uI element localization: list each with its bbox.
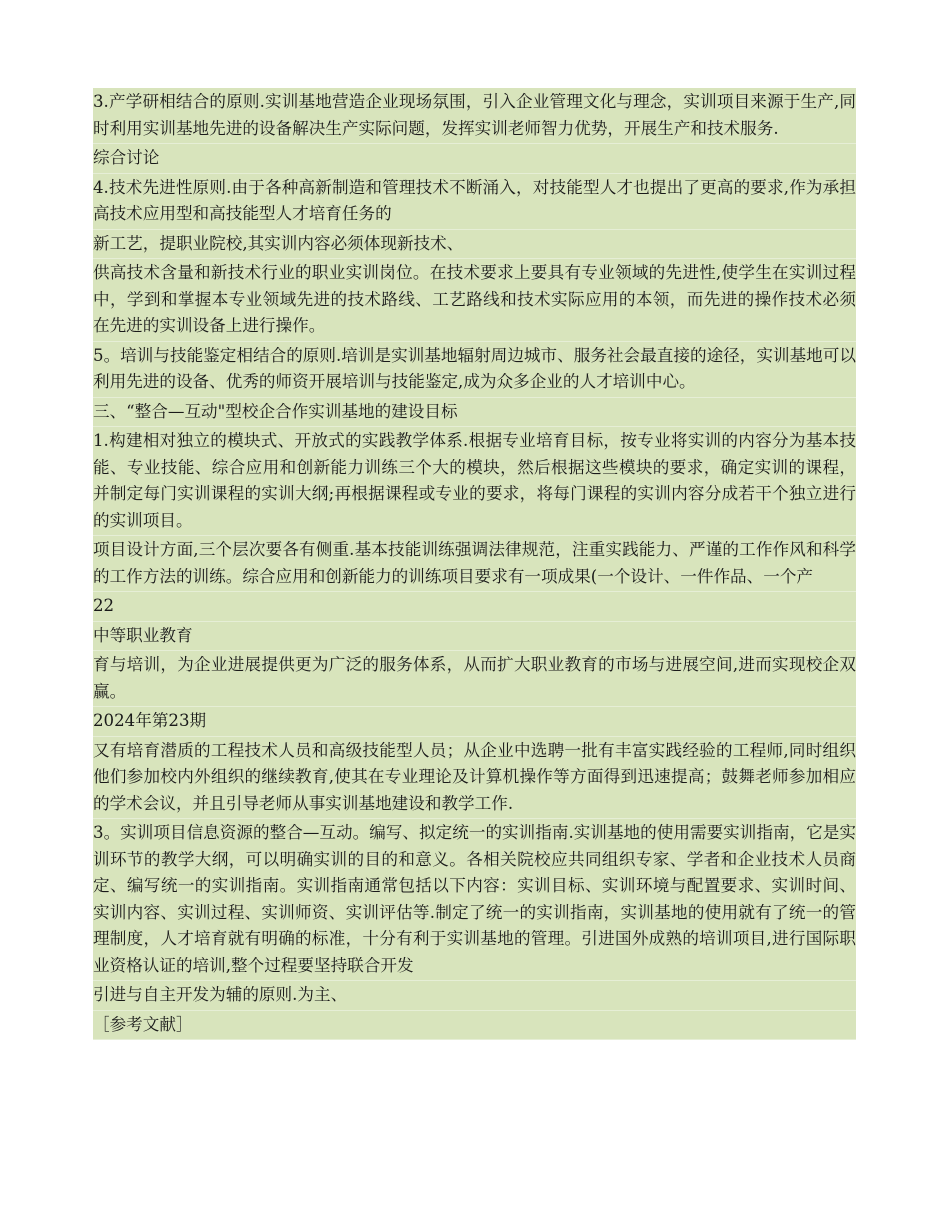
paragraph-training-services: 育与培训，为企业进展提供更为广泛的服务体系，从而扩大职业教育的市场与进展空间,进而实现校企双赢。	[93, 651, 856, 707]
document-body	[93, 88, 856, 1040]
paragraph-staff-training: 又有培育潜质的工程技术人员和高级技能型人员；从企业中选聘一批有丰富实践经验的工程师,同时组织他们参加校内外组织的继续教育,使其在专业理论及计算机操作等方面得到迅速提高；鼓舞老师参加相应的学术会议，并且引导老师从事实训基地建设和教学工作.	[93, 737, 856, 820]
journal-issue: 2024年第23期	[93, 707, 856, 737]
journal-name: 中等职业教育	[93, 622, 856, 652]
page-number: 22	[93, 592, 856, 622]
paragraph-new-process: 新工艺，提职业院校,其实训内容必须体现新技术、	[93, 230, 856, 260]
paragraph-introduction-principle: 引进与自主开发为辅的原则.为主、	[93, 981, 856, 1011]
paragraph-tech-requirements: 供高技术含量和新技术行业的职业实训岗位。在技术要求上要具有专业领域的先进性,使学生在实训过程中，学到和掌握本专业领域先进的技术路线、工艺路线和技术实际应用的本领，而先进的操作技术必须在先进的实训设备上进行操作。	[93, 259, 856, 342]
paragraph-principle-5: 5。培训与技能鉴定相结合的原则.培训是实训基地辐射周边城市、服务社会最直接的途径，实训基地可以利用先进的设备、优秀的师资开展培训与技能鉴定,成为众多企业的人才培训中心。	[93, 342, 856, 398]
section-heading-goals: 三、“整合—互动"型校企合作实训基地的建设目标	[93, 398, 856, 428]
references-heading: ［参考文献］	[93, 1011, 856, 1041]
paragraph-project-design: 项目设计方面,三个层次要各有侧重.基本技能训练强调法律规范，注重实践能力、严谨的工作作风和科学的工作方法的训练。综合应用和创新能力的训练项目要求有一项成果(一个设计、一件作品、一个产	[93, 536, 856, 592]
paragraph-comprehensive-discussion: 综合讨论	[93, 144, 856, 174]
paragraph-goal-1: 1.构建相对独立的模块式、开放式的实践教学体系.根据专业培育目标，按专业将实训的内容分为基本技能、专业技能、综合应用和创新能力训练三个大的模块，然后根据这些模块的要求，确定实训的课程，并制定每门实训课程的实训大纲;再根据课程或专业的要求，将每门课程的实训内容分成若干个独立进行的实训项目。	[93, 427, 856, 536]
paragraph-resource-integration: 3。实训项目信息资源的整合—互动。编写、拟定统一的实训指南.实训基地的使用需要实训指南，它是实训环节的教学大纲，可以明确实训的目的和意义。各相关院校应共同组织专家、学者和企业技术人员商定、编写统一的实训指南。实训指南通常包括以下内容：实训目标、实训环境与配置要求、实训时间、实训内容、实训过程、实训师资、实训评估等.制定了统一的实训指南，实训基地的使用就有了统一的管理制度，人才培育就有明确的标准，十分有利于实训基地的管理。引进国外成熟的培训项目,进行国际职业资格认证的培训,整个过程要坚持联合开发	[93, 819, 856, 981]
paragraph-principle-4: 4.技术先进性原则.由于各种高新制造和管理技术不断涌入，对技能型人才也提出了更高的要求,作为承担高技术应用型和高技能型人才培育任务的	[93, 174, 856, 230]
paragraph-principle-3: 3.产学研相结合的原则.实训基地营造企业现场氛围，引入企业管理文化与理念，实训项目来源于生产,同时利用实训基地先进的设备解决生产实际问题，发挥实训老师智力优势，开展生产和技术服务.	[93, 88, 856, 144]
